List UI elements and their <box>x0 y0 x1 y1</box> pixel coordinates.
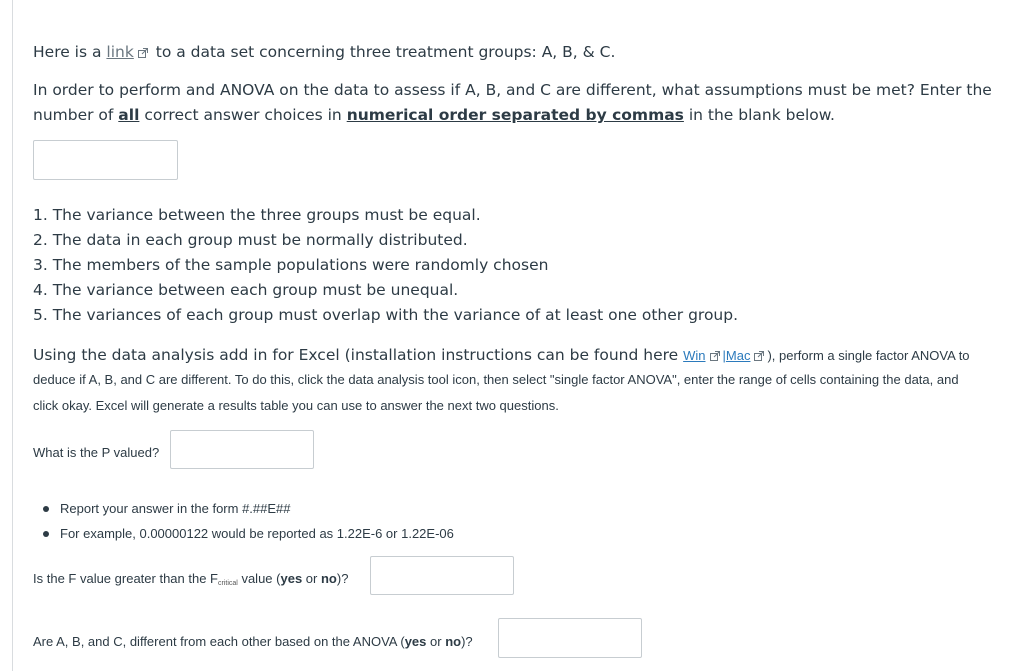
assumptions-answer-input[interactable] <box>33 140 178 180</box>
format-note-text: For example, 0.00000122 would be reported as 1.22E-6 or 1.22E-06 <box>60 526 454 541</box>
list-item <box>43 521 454 546</box>
fvalue-or: or <box>302 571 321 586</box>
mac-link[interactable]: Mac <box>725 348 751 363</box>
emphasis-all: all <box>118 106 140 124</box>
fvalue-before: Is the F value greater than the F <box>33 571 218 586</box>
different-end: )? <box>461 634 473 649</box>
emphasis-numerical-order: numerical order separated by commas <box>346 106 684 124</box>
external-link-icon <box>754 351 764 361</box>
intro-text <box>33 40 615 65</box>
choice-item: 1. The variance between the three groups must be equal. <box>33 206 481 224</box>
link-separator: | <box>722 348 726 363</box>
different-before: Are A, B, and C, different from each other based on the ANOVA ( <box>33 634 405 649</box>
assumption-choices-list <box>33 203 738 328</box>
question1-part-a: In order to perform and ANOVA on the data to assess if A, B, and C are different, what assumptions must be met? Enter the number of <box>33 81 992 124</box>
choice-item: 4. The variance between each group must be unequal. <box>33 281 459 299</box>
different-question <box>33 634 473 649</box>
intro-before: Here is a <box>33 43 107 61</box>
excel-instructions-line1 <box>33 342 970 368</box>
question1-part-c: in the blank below. <box>683 106 835 124</box>
fvalue-question <box>33 571 348 587</box>
dataset-link[interactable]: link <box>106 43 134 61</box>
question1-part-b: correct answer choices in <box>139 106 347 124</box>
pvalue-label: What is the P valued? <box>33 445 160 460</box>
f-critical-subscript: critical <box>218 580 238 587</box>
choice-item: 2. The data in each group must be normally distributed. <box>33 231 468 249</box>
format-notes-list <box>43 496 454 546</box>
fvalue-no: no <box>320 571 337 586</box>
different-yes: yes <box>404 634 427 649</box>
different-no: no <box>445 634 462 649</box>
different-or: or <box>426 634 446 649</box>
format-note-text: Report your answer in the form #.##E## <box>60 501 291 516</box>
fvalue-yes: yes <box>280 571 303 586</box>
bullet-icon <box>43 531 49 537</box>
question-page <box>12 0 1024 671</box>
fvalue-end: )? <box>336 571 349 586</box>
external-link-icon <box>138 48 148 58</box>
choice-item: 3. The members of the sample populations were randomly chosen <box>33 256 549 274</box>
excel-after-links: ), perform a single factor ANOVA to <box>767 348 970 363</box>
external-link-icon <box>710 351 720 361</box>
excel-lead: Using the data analysis add in for Excel (installation instructions can be found here <box>33 346 684 364</box>
list-item <box>43 496 454 521</box>
bullet-icon <box>43 506 49 512</box>
win-link[interactable]: Win <box>683 348 706 363</box>
pvalue-answer-input[interactable] <box>170 430 314 469</box>
question1-text <box>33 78 1008 128</box>
different-answer-input[interactable] <box>498 618 642 658</box>
intro-after: to a data set concerning three treatment groups: A, B, & C. <box>150 43 616 61</box>
fvalue-mid: value ( <box>237 571 281 586</box>
choice-item: 5. The variances of each group must overlap with the variance of at least one other group. <box>33 306 739 324</box>
excel-instructions-line2: deduce if A, B, and C are different. To do this, click the data analysis tool icon, then select "single factor ANOVA", enter the range of cells containing the data, and <box>33 372 959 387</box>
excel-instructions-line3: click okay. Excel will generate a results table you can use to answer the next two questions. <box>33 398 559 413</box>
fvalue-answer-input[interactable] <box>370 556 514 595</box>
